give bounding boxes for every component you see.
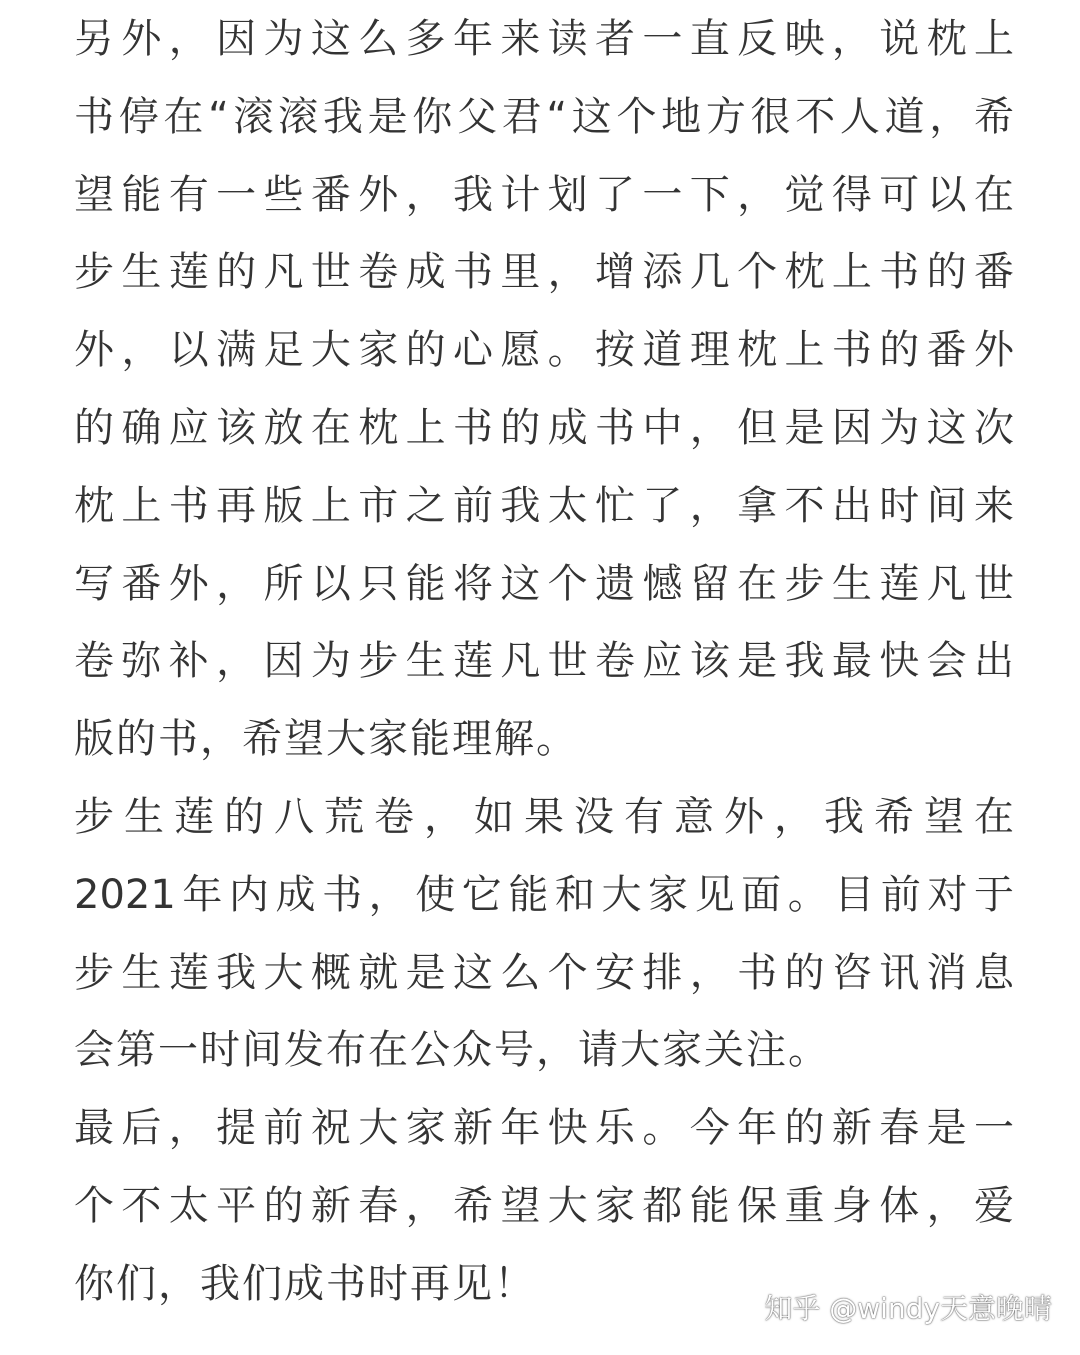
text-line: 外，以满足大家的心愿。按道理枕上书的番外 bbox=[74, 327, 1014, 374]
text-line: 步生莲的八荒卷，如果没有意外，我希望在 bbox=[74, 793, 1014, 840]
text-line: 的确应该放在枕上书的成书中，但是因为这次 bbox=[74, 404, 1014, 451]
text-line: 望能有一些番外，我计划了一下，觉得可以在 bbox=[74, 171, 1014, 218]
text-line: 版的书，希望大家能理解。 bbox=[74, 716, 578, 763]
text-line: 步生莲的凡世卷成书里，增添几个枕上书的番 bbox=[74, 249, 1014, 296]
text-line: 个不太平的新春，希望大家都能保重身体，爱 bbox=[74, 1182, 1014, 1229]
text-line: 2021年内成书，使它能和大家见面。目前对于 bbox=[74, 871, 1014, 918]
text-line: 卷弥补，因为步生莲凡世卷应该是我最快会出 bbox=[74, 638, 1014, 685]
text-line: 最后，提前祝大家新年快乐。今年的新春是一 bbox=[74, 1105, 1014, 1152]
text-line: 会第一时间发布在公众号，请大家关注。 bbox=[74, 1027, 830, 1074]
article-body bbox=[74, 6, 1014, 1329]
text-line: 写番外，所以只能将这个遗憾留在步生莲凡世 bbox=[74, 560, 1014, 607]
text-line: 枕上书再版上市之前我太忙了，拿不出时间来 bbox=[74, 482, 1014, 529]
text-line: 另外，因为这么多年来读者一直反映，说枕上 bbox=[74, 16, 1014, 62]
text-line: 书停在“滚滚我是你父君“这个地方很不人道，希 bbox=[74, 93, 1014, 140]
zhihu-watermark: 知乎 @windy天意晚晴 bbox=[764, 1292, 1052, 1325]
text-line: 你们，我们成书时再见！ bbox=[74, 1260, 536, 1307]
text-line: 步生莲我大概就是这么个安排，书的咨讯消息 bbox=[74, 949, 1014, 996]
